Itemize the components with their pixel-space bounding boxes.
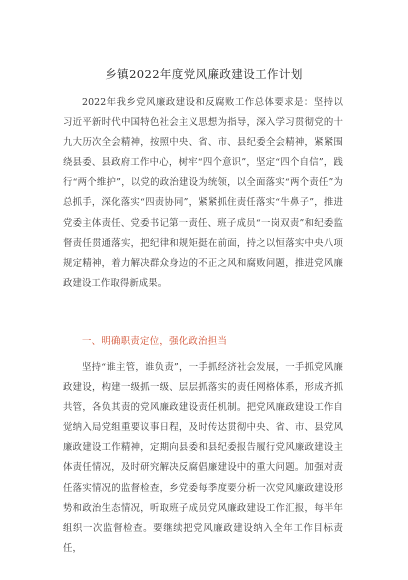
paragraph-section-1: 坚持“谁主管，谁负责”，一手抓经济社会发展，一手抓党风廉政建设，构建一级抓一级、层层抓落实的责任网格体系，形成齐抓共管，各负其责的党风廉政建设责任机制。把党风廉政建设工作自觉纳入局党组重要议事日程，及时传达贯彻中央、省、市、县党风廉政建设工作精神，定期向县委和县纪委报告履行党风廉政建设主体责任情况，及时研究解决反腐倡廉建设中的重大问题。加强对责任落实情况的监督检查，乡党委每季度要分析一次党风廉政建设形势和政治生态情况，听取班子成员党风廉政建设工作汇报，每半年组织一次监督检查。要继续把党风廉政建设纳入全年工作目标责任， xyxy=(63,362,343,554)
document-title: 乡镇2022年度党风廉政建设工作计划 xyxy=(105,67,303,81)
section-heading: 一、明确职责定位，强化政治担当 xyxy=(82,336,228,347)
paragraph-intro: 2022年我乡党风廉政建设和反腐败工作总体要求是：坚持以习近平新时代中国特色社会主义思想为指导，深入学习贯彻党的十九大历次全会精神，按照中央、省、市、县纪委全会精神，紧紧围绕县委、县政府工作中心，树牢“四个意识”，坚定“四个自信”，践行“两个维护”，以党的政治建设为统领，以全面落实“两个责任”为总抓手，深化落实“四责协同”，紧紧抓住责任落实“牛鼻子”，推进党委主体责任、党委书记第一责任、班子成员“一岗双责”和纪委监督责任贯通落实，把纪律和规矩挺在前面，持之以恒落实中央八项规定精神，着力解决群众身边的不正之风和腐败问题，推进党风廉政建设工作取得新成果。 xyxy=(63,97,343,289)
